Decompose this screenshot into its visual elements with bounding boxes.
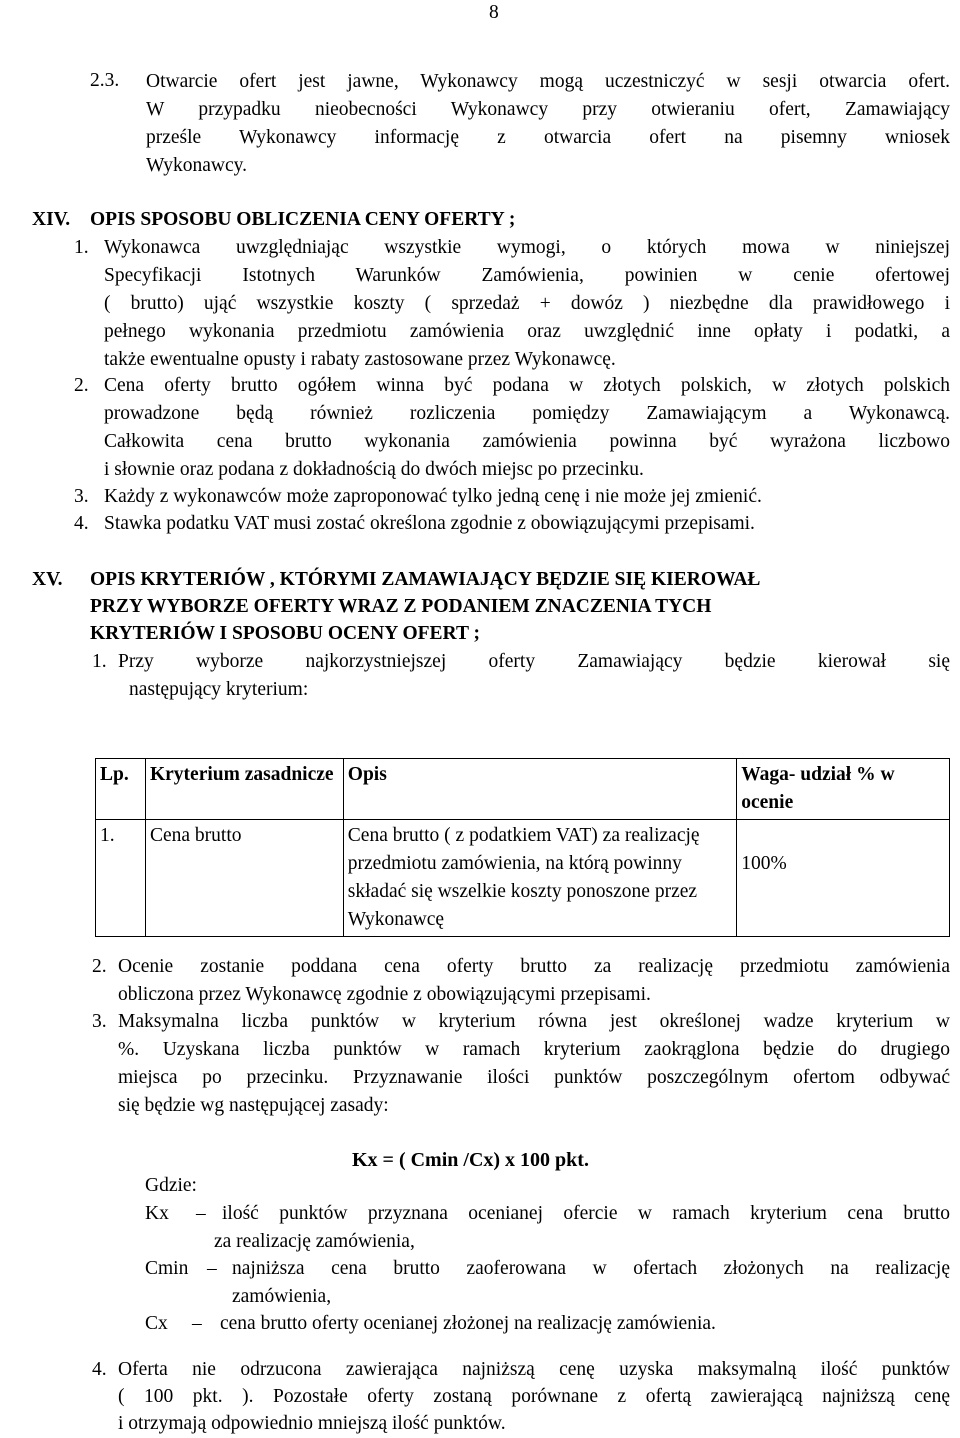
xv-item-3-number: 3. (92, 1011, 107, 1032)
xiv-item-1-line: także ewentualne opusty i rabaty zastosowane przez Wykonawcę. (104, 349, 616, 370)
section-xv-number: XV. (32, 569, 63, 590)
xiv-item-1-number: 1. (74, 237, 89, 258)
xiv-item-2-line: i słownie oraz podana z dokładnością do dwóch miejsc po przecinku. (104, 459, 644, 480)
scoring-formula: Kx = ( Cmin /Cx) x 100 pkt. (352, 1149, 589, 1171)
xiv-item-1-line: Wykonawca uwzględniając wszystkie wymogi, o których mowa w niniejszej (104, 237, 950, 258)
xv-item-2-number: 2. (92, 956, 107, 977)
definition-line: ilość punktów przyznana ocenianej ofercie w ramach kryterium cena brutto (222, 1203, 950, 1224)
section-xv-title-line: KRYTERIÓW I SPOSOBU OCENY OFERT ; (90, 623, 480, 644)
where-label: Gdzie: (145, 1175, 197, 1196)
xiv-item-3-number: 3. (74, 486, 89, 507)
cell-lp: 1. (96, 820, 146, 937)
section-2-3-number: 2.3. (90, 70, 120, 91)
page-number: 8 (489, 2, 499, 23)
xiv-item-3-text: Każdy z wykonawców może zaproponować tylko jedną cenę i nie może jej zmienić. (104, 486, 762, 507)
definition-symbol: Kx (145, 1203, 169, 1224)
section-xv-title-line: PRZY WYBORZE OFERTY WRAZ Z PODANIEM ZNACZENIA TYCH (90, 596, 712, 617)
xiv-item-2-line: Cena oferty brutto ogółem winna być podana w złotych polskich, w złotych polskich (104, 375, 950, 396)
xiv-item-1-line: Specyfikacji Istotnych Warunków Zamówienia, powinien w cenie ofertowej (104, 265, 950, 286)
section-2-3-line: Otwarcie ofert jest jawne, Wykonawcy mogą uczestniczyć w sesji otwarcia ofert. (146, 71, 950, 92)
xv-item-3-line: %. Uzyskana liczba punktów w ramach kryterium zaokrąglona będzie do drugiego (118, 1039, 950, 1060)
xv-item-3-line: Maksymalna liczba punktów w kryterium równa jest określonej wadze kryterium w (118, 1011, 950, 1032)
definition-dash: – (196, 1203, 206, 1224)
section-xiv-number: XIV. (32, 209, 71, 230)
definition-symbol: Cx (145, 1313, 168, 1334)
xv-item-3-line: się będzie wg następującej zasady: (118, 1095, 389, 1116)
section-2-3-line: W przypadku nieobecności Wykonawcy przy otwieraniu ofert, Zamawiający (146, 99, 950, 120)
xiv-item-4-number: 4. (74, 513, 89, 534)
xiv-item-2-line: prowadzone będą również rozliczenia pomiędzy Zamawiającym a Wykonawcą. (104, 403, 950, 424)
xv-item-1-number: 1. (92, 651, 107, 672)
table-header-row (96, 759, 950, 820)
header-lp: Lp. (96, 759, 146, 820)
cell-kryterium: Cena brutto (145, 820, 343, 937)
header-opis: Opis (343, 759, 736, 820)
xiv-item-1-line: ( brutto) ująć wszystkie koszty ( sprzedaż + dowóz ) niezbędne dla prawidłowego i (104, 293, 950, 314)
definition-line: cena brutto oferty ocenianej złożonej na realizację zamówienia. (220, 1313, 716, 1334)
cell-opis: Cena brutto ( z podatkiem VAT) za realizację przedmiotu zamówienia, na którą powinny składać się wszelkie koszty ponoszone przez Wykonawcę (343, 820, 736, 937)
xiv-item-4-text: Stawka podatku VAT musi zostać określona zgodnie z obowiązującymi przepisami. (104, 513, 755, 534)
xv-item-4-line: i otrzymają odpowiednio mniejszą ilość punktów. (118, 1413, 506, 1434)
xiv-item-1-line: pełnego wykonania przedmiotu zamówienia oraz uwzględnić inne opłaty i podatki, a (104, 321, 950, 342)
section-xv-title-line: OPIS KRYTERIÓW , KTÓRYMI ZAMAWIAJĄCY BĘDZIE SIĘ KIEROWAŁ (90, 569, 761, 590)
section-2-3-line: Wykonawcy. (146, 155, 247, 176)
table-row (96, 820, 950, 937)
xv-item-4-number: 4. (92, 1359, 107, 1380)
criteria-table (95, 758, 950, 937)
xv-item-4-line: ( 100 pkt. ). Pozostałe oferty zostaną porównane z ofertą zawierającą najniższą cenę (118, 1386, 950, 1407)
xiv-item-2-line: Całkowita cena brutto wykonania zamówienia powinna być wyrażona liczbowo (104, 431, 950, 452)
xiv-item-2-number: 2. (74, 375, 89, 396)
cell-waga: 100% (737, 820, 950, 937)
header-kryterium: Kryterium zasadnicze (145, 759, 343, 820)
xv-item-1-line: następujący kryterium: (129, 679, 309, 700)
definition-dash: – (192, 1313, 202, 1334)
header-waga: Waga- udział % w ocenie (737, 759, 950, 820)
section-xiv-title: OPIS SPOSOBU OBLICZENIA CENY OFERTY ; (90, 209, 516, 230)
xv-item-3-line: miejsca po przecinku. Przyznawanie ilości punktów poszczególnym ofertom odbywać (118, 1067, 950, 1088)
xv-item-2-line: obliczona przez Wykonawcę zgodnie z obowiązującymi przepisami. (118, 984, 651, 1005)
xv-item-4-line: Oferta nie odrzucona zawierająca najniższą cenę uzyska maksymalną ilość punktów (118, 1359, 950, 1380)
definition-line: za realizację zamówienia, (214, 1231, 415, 1252)
section-2-3-line: prześle Wykonawcy informację z otwarcia ofert na pisemny wniosek (146, 127, 950, 148)
definition-line: zamówienia, (232, 1286, 332, 1307)
definition-dash: – (207, 1258, 217, 1279)
definition-line: najniższa cena brutto zaoferowana w ofertach złożonych na realizację (232, 1258, 950, 1279)
xv-item-2-line: Ocenie zostanie poddana cena oferty brutto za realizację przedmiotu zamówienia (118, 956, 950, 977)
definition-symbol: Cmin (145, 1258, 189, 1279)
xv-item-1-line: Przy wyborze najkorzystniejszej oferty Zamawiający będzie kierował się (118, 651, 950, 672)
